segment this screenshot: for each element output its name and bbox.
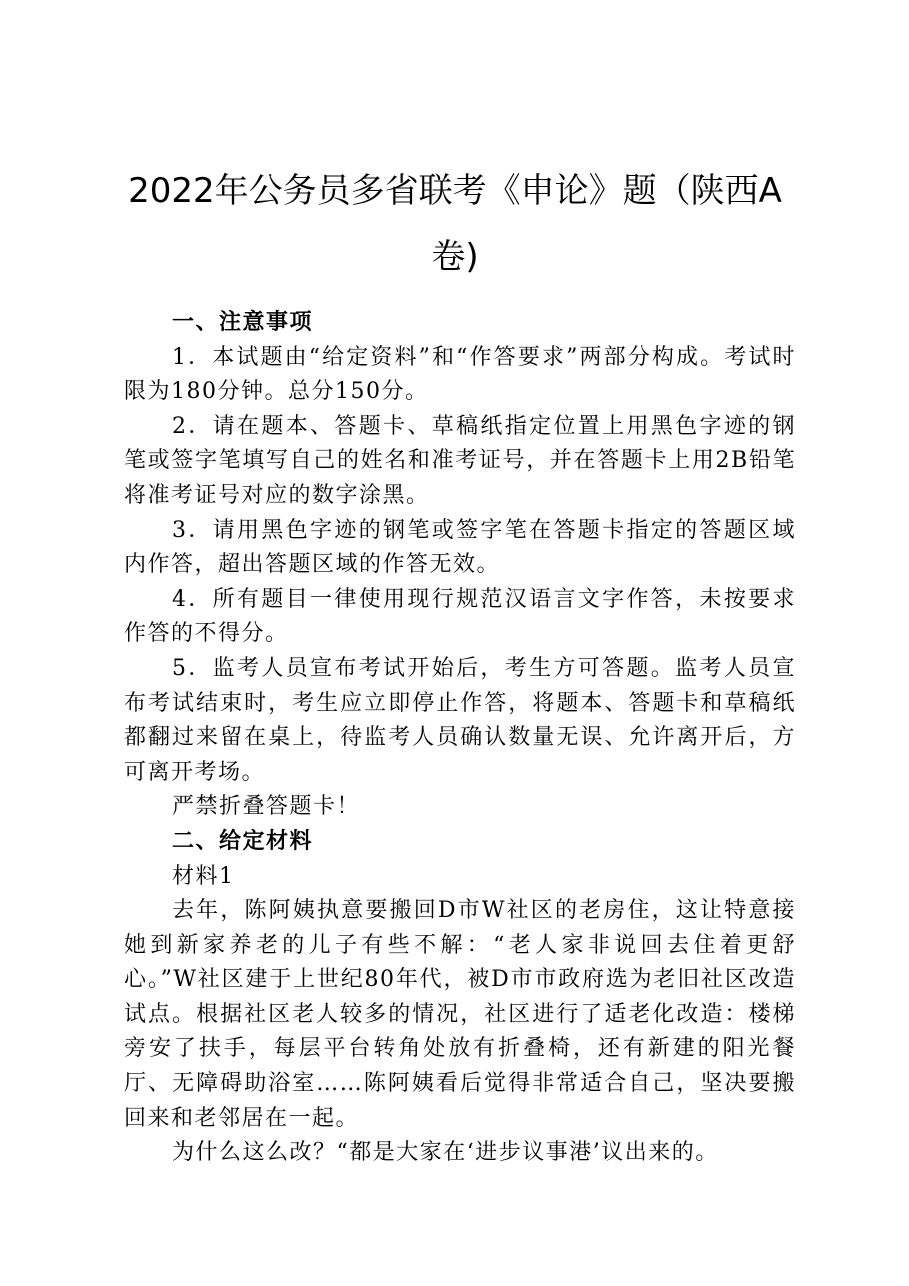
warning-text: 严禁折叠答题卡！: [172, 794, 361, 820]
note-paragraph-3: 3．请用黑色字迹的钢笔或签字笔在答题卡指定的答题区域内作答，超出答题区域的作答无效。: [124, 517, 796, 578]
section-heading-notes: 一、注意事项: [172, 310, 314, 335]
section-heading-materials: 二、给定材料: [172, 828, 314, 854]
document-body: [124, 306, 796, 1171]
material-paragraph-1: 去年，陈阿姨执意要搬回D市W社区的老房住，这让特意接她到新家养老的儿子有些不解：“老人家非说回去住着更舒心。”W社区建于上世纪80年代，被D市市政府选为老旧社区改造试点。根据社区老人较多的情况，社区进行了适老化改造：楼梯旁安了扶手，每层平台转角处放有折叠椅，还有新建的阳光餐厅、无障碍助浴室……陈阿姨看后觉得非常适合自己，坚决要搬回来和老邻居在一起。: [124, 898, 796, 1131]
material-paragraph-2: 为什么这么改？“都是大家在‘进步议事港’议出来的。: [172, 1140, 719, 1166]
material-label: 材料1: [172, 863, 235, 889]
note-paragraph-1: 1．本试题由“给定资料”和“作答要求”两部分构成。考试时限为180分钟。总分150分。: [124, 344, 796, 405]
note-paragraph-4: 4．所有题目一律使用现行规范汉语言文字作答，未按要求作答的不得分。: [124, 586, 796, 647]
note-paragraph-5: 5．监考人员宣布考试开始后，考生方可答题。监考人员宣布考试结束时，考生应立即停止作答，将题本、答题卡和草稿纸都翻过来留在桌上，待监考人员确认数量无误、允许离开后，方可离开考场。: [124, 655, 796, 785]
note-paragraph-2: 2．请在题本、答题卡、草稿纸指定位置上用黑色字迹的钢笔或签字笔填写自己的姓名和准考证号，并在答题卡上用2B铅笔将准考证号对应的数字涂黑。: [124, 413, 796, 508]
document-title: 2022年公务员多省联考《申论》题（陕西A卷): [128, 171, 782, 277]
